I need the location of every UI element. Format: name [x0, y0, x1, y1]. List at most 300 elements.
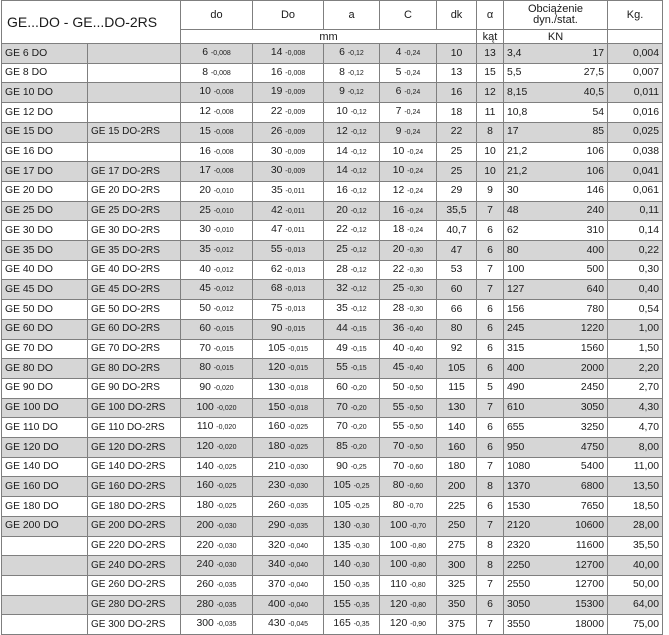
cell-a-tolerance: -0,20 [350, 444, 367, 452]
bearing-table [1, 0, 663, 635]
cell-C [380, 516, 437, 536]
cell-do-wrap [199, 162, 233, 181]
cell-load [504, 575, 608, 595]
cell-a [324, 319, 380, 339]
cell-alpha: 15 [477, 63, 504, 83]
cell-do [181, 438, 253, 458]
cell-Do-tolerance: -0,011 [285, 187, 305, 195]
cell-C-tolerance: -0,24 [407, 227, 424, 235]
cell-C-value: 5 [395, 66, 402, 78]
cell-name-2rs: GE 160 DO-2RS [88, 477, 181, 497]
cell-name-2rs: GE 300 DO-2RS [88, 615, 181, 635]
cell-a-value: 32 [336, 283, 348, 295]
cell-load [504, 162, 608, 182]
cell-dk: 16 [437, 83, 477, 103]
cell-name: GE 45 DO [2, 280, 88, 300]
cell-Do-value: 320 [267, 539, 286, 551]
cell-load-stat: 12700 [575, 579, 604, 591]
cell-load-wrap [507, 557, 604, 575]
cell-Do-tolerance: -0,035 [288, 503, 309, 511]
cell-Do [253, 300, 324, 320]
cell-Do-wrap [268, 615, 308, 634]
cell-C-value: 55 [392, 401, 405, 413]
cell-alpha: 6 [477, 241, 504, 261]
table-row [2, 280, 663, 300]
cell-do-value: 10 [199, 86, 211, 98]
cell-name-2rs: GE 35 DO-2RS [88, 241, 181, 261]
cell-load-stat: 7650 [580, 500, 604, 512]
cell-C-wrap [393, 418, 423, 437]
cell-load-dyn: 950 [507, 441, 525, 453]
cell-name-2rs: GE 25 DO-2RS [88, 201, 181, 221]
cell-Do-wrap [271, 44, 305, 63]
cell-load-wrap [507, 379, 604, 397]
cell-do-tolerance: -0,015 [213, 365, 234, 373]
cell-name: GE 160 DO [2, 477, 88, 497]
cell-a-wrap [336, 300, 366, 319]
cell-a [324, 339, 380, 359]
cell-load-wrap [507, 498, 604, 516]
cell-alpha: 9 [477, 181, 504, 201]
cell-a-tolerance: -0,12 [347, 50, 364, 57]
cell-C [380, 162, 437, 182]
cell-do-value: 25 [199, 204, 211, 216]
cell-C-wrap [390, 537, 426, 556]
cell-dk: 160 [437, 438, 477, 458]
cell-do-tolerance: -0,020 [216, 424, 237, 432]
cell-Do-wrap [268, 418, 308, 437]
cell-Do-wrap [268, 556, 308, 575]
cell-load-dyn: 3550 [507, 618, 531, 630]
cell-name: GE 10 DO [2, 83, 88, 103]
cell-a [324, 142, 380, 162]
cell-load [504, 595, 608, 615]
cell-C [380, 575, 437, 595]
cell-C [380, 260, 437, 280]
cell-load-wrap [507, 616, 604, 634]
cell-Do-tolerance: -0,009 [285, 89, 306, 97]
cell-a-value: 70 [336, 421, 348, 433]
cell-do-wrap [196, 517, 236, 536]
cell-name: GE 50 DO [2, 300, 88, 320]
cell-alpha: 6 [477, 497, 504, 517]
cell-Do-value: 180 [267, 441, 286, 453]
cell-Do [253, 44, 324, 64]
cell-kg: 0,40 [608, 280, 663, 300]
cell-C [380, 556, 437, 576]
cell-kg: 2,70 [608, 378, 663, 398]
cell-Do-value: 30 [270, 165, 283, 177]
cell-C-tolerance: -0,24 [404, 109, 421, 117]
cell-name: GE 15 DO [2, 122, 88, 142]
cell-name [2, 595, 88, 615]
cell-Do [253, 556, 324, 576]
table-row [2, 241, 663, 261]
cell-a [324, 181, 380, 201]
cell-load-wrap [507, 576, 604, 594]
table-row [2, 83, 663, 103]
cell-C-tolerance: -0,90 [410, 621, 427, 629]
cell-name-2rs: GE 50 DO-2RS [88, 300, 181, 320]
cell-C-value: 120 [389, 598, 408, 610]
cell-a-wrap [333, 537, 369, 556]
cell-name-2rs: GE 110 DO-2RS [88, 418, 181, 438]
cell-C-value: 7 [395, 106, 402, 118]
cell-dk: 66 [437, 300, 477, 320]
cell-a-value: 49 [336, 342, 348, 354]
cell-C-value: 9 [395, 125, 402, 137]
cell-alpha: 6 [477, 300, 504, 320]
cell-do [181, 63, 253, 83]
cell-a-tolerance: -0,12 [350, 168, 367, 176]
cell-name: GE 120 DO [2, 438, 88, 458]
cell-a-tolerance: -0,35 [353, 581, 370, 589]
cell-C-wrap [390, 615, 426, 634]
cell-a [324, 477, 380, 497]
cell-C-tolerance: -0,24 [407, 187, 424, 195]
table-row [2, 418, 663, 438]
cell-load [504, 378, 608, 398]
cell-load-dyn: 8,15 [507, 86, 528, 98]
cell-a-tolerance: -0,15 [350, 345, 367, 353]
cell-a-wrap [333, 576, 369, 595]
cell-C [380, 359, 437, 379]
cell-Do-wrap [271, 64, 305, 83]
cell-name: GE 20 DO [2, 181, 88, 201]
cell-kg: 18,50 [608, 497, 663, 517]
cell-C-wrap [393, 162, 423, 181]
cell-Do-tolerance: -0,018 [288, 384, 309, 392]
cell-do-wrap [196, 615, 236, 634]
cell-name: GE 60 DO [2, 319, 88, 339]
cell-Do-tolerance: -0,015 [288, 345, 309, 353]
cell-alpha: 8 [477, 122, 504, 142]
cell-C [380, 457, 437, 477]
cell-Do-wrap [271, 143, 305, 162]
cell-dk: 18 [437, 103, 477, 123]
cell-load-wrap [507, 163, 604, 181]
cell-do-wrap [199, 261, 233, 280]
cell-name-2rs: GE 180 DO-2RS [88, 497, 181, 517]
cell-Do-wrap [271, 221, 305, 240]
cell-dk: 300 [437, 556, 477, 576]
cell-load [504, 536, 608, 556]
cell-C-value: 70 [392, 460, 405, 472]
cell-kg: 0,30 [608, 260, 663, 280]
cell-name: GE 140 DO [2, 457, 88, 477]
cell-C-tolerance: -0,30 [407, 306, 424, 314]
cell-name-2rs: GE 45 DO-2RS [88, 280, 181, 300]
cell-dk: 140 [437, 418, 477, 438]
cell-Do [253, 122, 324, 142]
cell-load-stat: 54 [592, 106, 604, 118]
cell-load [504, 359, 608, 379]
cell-load-stat: 18000 [575, 618, 604, 630]
cell-a-wrap [336, 359, 366, 378]
cell-C-tolerance: -0,24 [407, 207, 424, 215]
cell-Do-tolerance: -0,030 [288, 463, 309, 471]
cell-dk: 10 [437, 44, 477, 64]
cell-C-wrap [390, 517, 426, 536]
cell-Do [253, 103, 324, 123]
cell-Do-tolerance: -0,011 [285, 207, 305, 215]
cell-load-stat: 2450 [580, 382, 604, 394]
cell-name: GE 6 DO [2, 44, 88, 64]
cell-C-wrap [393, 340, 423, 359]
table-row [2, 359, 663, 379]
cell-do [181, 260, 253, 280]
cell-do [181, 575, 253, 595]
cell-C-value: 120 [389, 618, 408, 630]
cell-Do-wrap [268, 537, 308, 556]
cell-C-tolerance: -0,30 [407, 266, 424, 274]
cell-a-value: 105 [333, 500, 351, 512]
cell-C-wrap [393, 202, 423, 221]
cell-do-tolerance: -0,012 [213, 266, 234, 274]
cell-Do-value: 340 [267, 559, 286, 571]
table-row [2, 221, 663, 241]
cell-name-2rs: GE 17 DO-2RS [88, 162, 181, 182]
table-row [2, 162, 663, 182]
table-row [2, 556, 663, 576]
cell-do-tolerance: -0,015 [213, 345, 234, 353]
cell-C-tolerance: -0,50 [407, 404, 424, 412]
header-alpha: α [477, 1, 504, 30]
cell-a [324, 103, 380, 123]
cell-do-value: 160 [196, 480, 214, 492]
cell-load-dyn: 400 [507, 362, 525, 374]
table-row [2, 457, 663, 477]
cell-load [504, 122, 608, 142]
cell-do-wrap [202, 64, 231, 83]
cell-C [380, 300, 437, 320]
cell-C [380, 398, 437, 418]
cell-name: GE 40 DO [2, 260, 88, 280]
table-row [2, 63, 663, 83]
cell-name [2, 556, 88, 576]
cell-Do-wrap [268, 438, 308, 457]
cell-do-wrap [196, 477, 236, 496]
table-row [2, 319, 663, 339]
cell-dk: 60 [437, 280, 477, 300]
table-row [2, 575, 663, 595]
cell-do-value: 50 [199, 303, 211, 315]
cell-do-wrap [199, 143, 233, 162]
cell-Do-value: 14 [270, 47, 283, 58]
cell-Do [253, 438, 324, 458]
cell-do [181, 497, 253, 517]
cell-a [324, 300, 380, 320]
table-row [2, 536, 663, 556]
cell-load [504, 103, 608, 123]
cell-C [380, 181, 437, 201]
cell-a-wrap [336, 162, 366, 181]
cell-load-stat: 106 [586, 165, 604, 177]
cell-C-tolerance: -0,70 [410, 522, 427, 530]
cell-do-tolerance: -0,008 [213, 89, 234, 97]
cell-name: GE 70 DO [2, 339, 88, 359]
cell-Do [253, 398, 324, 418]
cell-Do [253, 221, 324, 241]
cell-do-tolerance: -0,010 [213, 187, 234, 195]
cell-do-wrap [197, 418, 236, 437]
cell-name: GE 12 DO [2, 103, 88, 123]
header-Do: Do [253, 1, 324, 30]
cell-name-2rs: GE 70 DO-2RS [88, 339, 181, 359]
cell-Do-tolerance: -0,009 [285, 148, 306, 156]
unit-kg-empty [608, 30, 663, 44]
cell-load [504, 300, 608, 320]
cell-C [380, 122, 437, 142]
cell-Do-tolerance: -0,040 [288, 601, 309, 609]
cell-do [181, 103, 253, 123]
cell-load [504, 201, 608, 221]
cell-do-wrap [199, 123, 233, 142]
cell-Do-value: 16 [270, 66, 283, 78]
cell-C-wrap [393, 458, 423, 477]
cell-alpha: 6 [477, 319, 504, 339]
cell-Do-wrap [271, 241, 305, 260]
cell-a-value: 85 [336, 441, 348, 453]
cell-dk: 225 [437, 497, 477, 517]
cell-C-value: 4 [395, 47, 402, 58]
cell-C-tolerance: -0,80 [410, 601, 427, 609]
cell-load-dyn: 245 [507, 323, 525, 335]
cell-C-value: 6 [395, 86, 402, 98]
cell-dk: 13 [437, 63, 477, 83]
cell-C-value: 20 [392, 244, 405, 256]
cell-C [380, 536, 437, 556]
cell-alpha: 6 [477, 359, 504, 379]
cell-Do-value: 290 [267, 519, 286, 531]
cell-dk: 180 [437, 457, 477, 477]
cell-Do [253, 536, 324, 556]
cell-Do-tolerance: -0,008 [285, 69, 306, 77]
cell-do-value: 17 [199, 165, 211, 177]
cell-do [181, 536, 253, 556]
cell-load [504, 181, 608, 201]
cell-a-tolerance: -0,30 [353, 542, 370, 550]
cell-a-value: 130 [333, 519, 351, 531]
cell-do-wrap [199, 280, 233, 299]
cell-do-value: 45 [199, 283, 211, 295]
cell-load-stat: 27,5 [583, 67, 604, 79]
cell-C-tolerance: -0,60 [407, 463, 424, 471]
cell-load [504, 497, 608, 517]
cell-a [324, 378, 380, 398]
cell-do-value: 260 [196, 578, 214, 590]
cell-a-wrap [336, 458, 366, 477]
table-row [2, 497, 663, 517]
cell-do-tolerance: -0,025 [216, 503, 237, 511]
cell-kg: 0,038 [608, 142, 663, 162]
cell-C [380, 103, 437, 123]
cell-a-value: 16 [336, 184, 348, 196]
cell-name: GE 200 DO [2, 516, 88, 536]
cell-do-wrap [199, 202, 233, 221]
cell-alpha: 11 [477, 103, 504, 123]
cell-Do [253, 162, 324, 182]
cell-load-dyn: 156 [507, 303, 525, 315]
cell-C-tolerance: -0,80 [410, 542, 427, 550]
cell-a-wrap [336, 103, 366, 122]
cell-load-dyn: 3050 [507, 599, 531, 611]
cell-kg: 13,50 [608, 477, 663, 497]
cell-a-value: 140 [333, 559, 351, 571]
cell-C-tolerance: -0,24 [407, 168, 424, 176]
cell-do-tolerance: -0,035 [216, 581, 237, 589]
cell-C-wrap [396, 44, 421, 63]
cell-name-2rs: GE 60 DO-2RS [88, 319, 181, 339]
cell-do-value: 220 [196, 539, 214, 551]
cell-C-value: 110 [390, 578, 407, 590]
cell-alpha: 13 [477, 44, 504, 64]
cell-do [181, 556, 253, 576]
cell-name: GE 30 DO [2, 221, 88, 241]
cell-C [380, 280, 437, 300]
cell-Do-wrap [271, 300, 305, 319]
cell-load-dyn: 1080 [507, 461, 531, 473]
cell-load-wrap [507, 45, 604, 63]
cell-alpha: 6 [477, 339, 504, 359]
cell-a-wrap [336, 182, 366, 201]
cell-C-tolerance: -0,24 [404, 69, 421, 77]
table-row [2, 44, 663, 64]
cell-C-value: 16 [392, 204, 405, 216]
cell-C-wrap [396, 103, 421, 122]
cell-a [324, 398, 380, 418]
cell-C-tolerance: -0,50 [407, 444, 424, 452]
cell-Do [253, 359, 324, 379]
cell-alpha: 8 [477, 556, 504, 576]
cell-a [324, 44, 380, 64]
cell-do-wrap [196, 497, 236, 516]
cell-a-tolerance: -0,35 [353, 601, 370, 609]
cell-C-value: 40 [392, 342, 405, 354]
cell-C [380, 418, 437, 438]
cell-kg: 2,20 [608, 359, 663, 379]
cell-C-tolerance: -0,70 [407, 503, 424, 511]
cell-alpha: 7 [477, 457, 504, 477]
cell-name: GE 80 DO [2, 359, 88, 379]
cell-C-value: 36 [392, 322, 405, 334]
cell-a [324, 201, 380, 221]
cell-a-wrap [336, 123, 366, 142]
cell-Do-value: 120 [267, 362, 286, 374]
cell-C [380, 438, 437, 458]
cell-dk: 350 [437, 595, 477, 615]
cell-do [181, 418, 253, 438]
cell-a-tolerance: -0,12 [350, 187, 367, 195]
cell-C-wrap [393, 359, 423, 378]
cell-C [380, 319, 437, 339]
cell-a-wrap [333, 556, 369, 575]
cell-Do-tolerance: -0,040 [288, 542, 309, 550]
cell-Do [253, 280, 324, 300]
cell-C [380, 339, 437, 359]
cell-a-wrap [333, 477, 369, 496]
cell-Do [253, 63, 324, 83]
cell-a-tolerance: -0,12 [350, 286, 367, 294]
cell-alpha: 7 [477, 201, 504, 221]
cell-Do-wrap [268, 340, 308, 359]
cell-Do-wrap [271, 162, 305, 181]
header-do: do [181, 1, 253, 30]
cell-a-value: 165 [333, 618, 351, 630]
cell-do-tolerance: -0,020 [213, 384, 234, 392]
cell-C-value: 25 [392, 283, 405, 295]
cell-kg: 0,007 [608, 63, 663, 83]
